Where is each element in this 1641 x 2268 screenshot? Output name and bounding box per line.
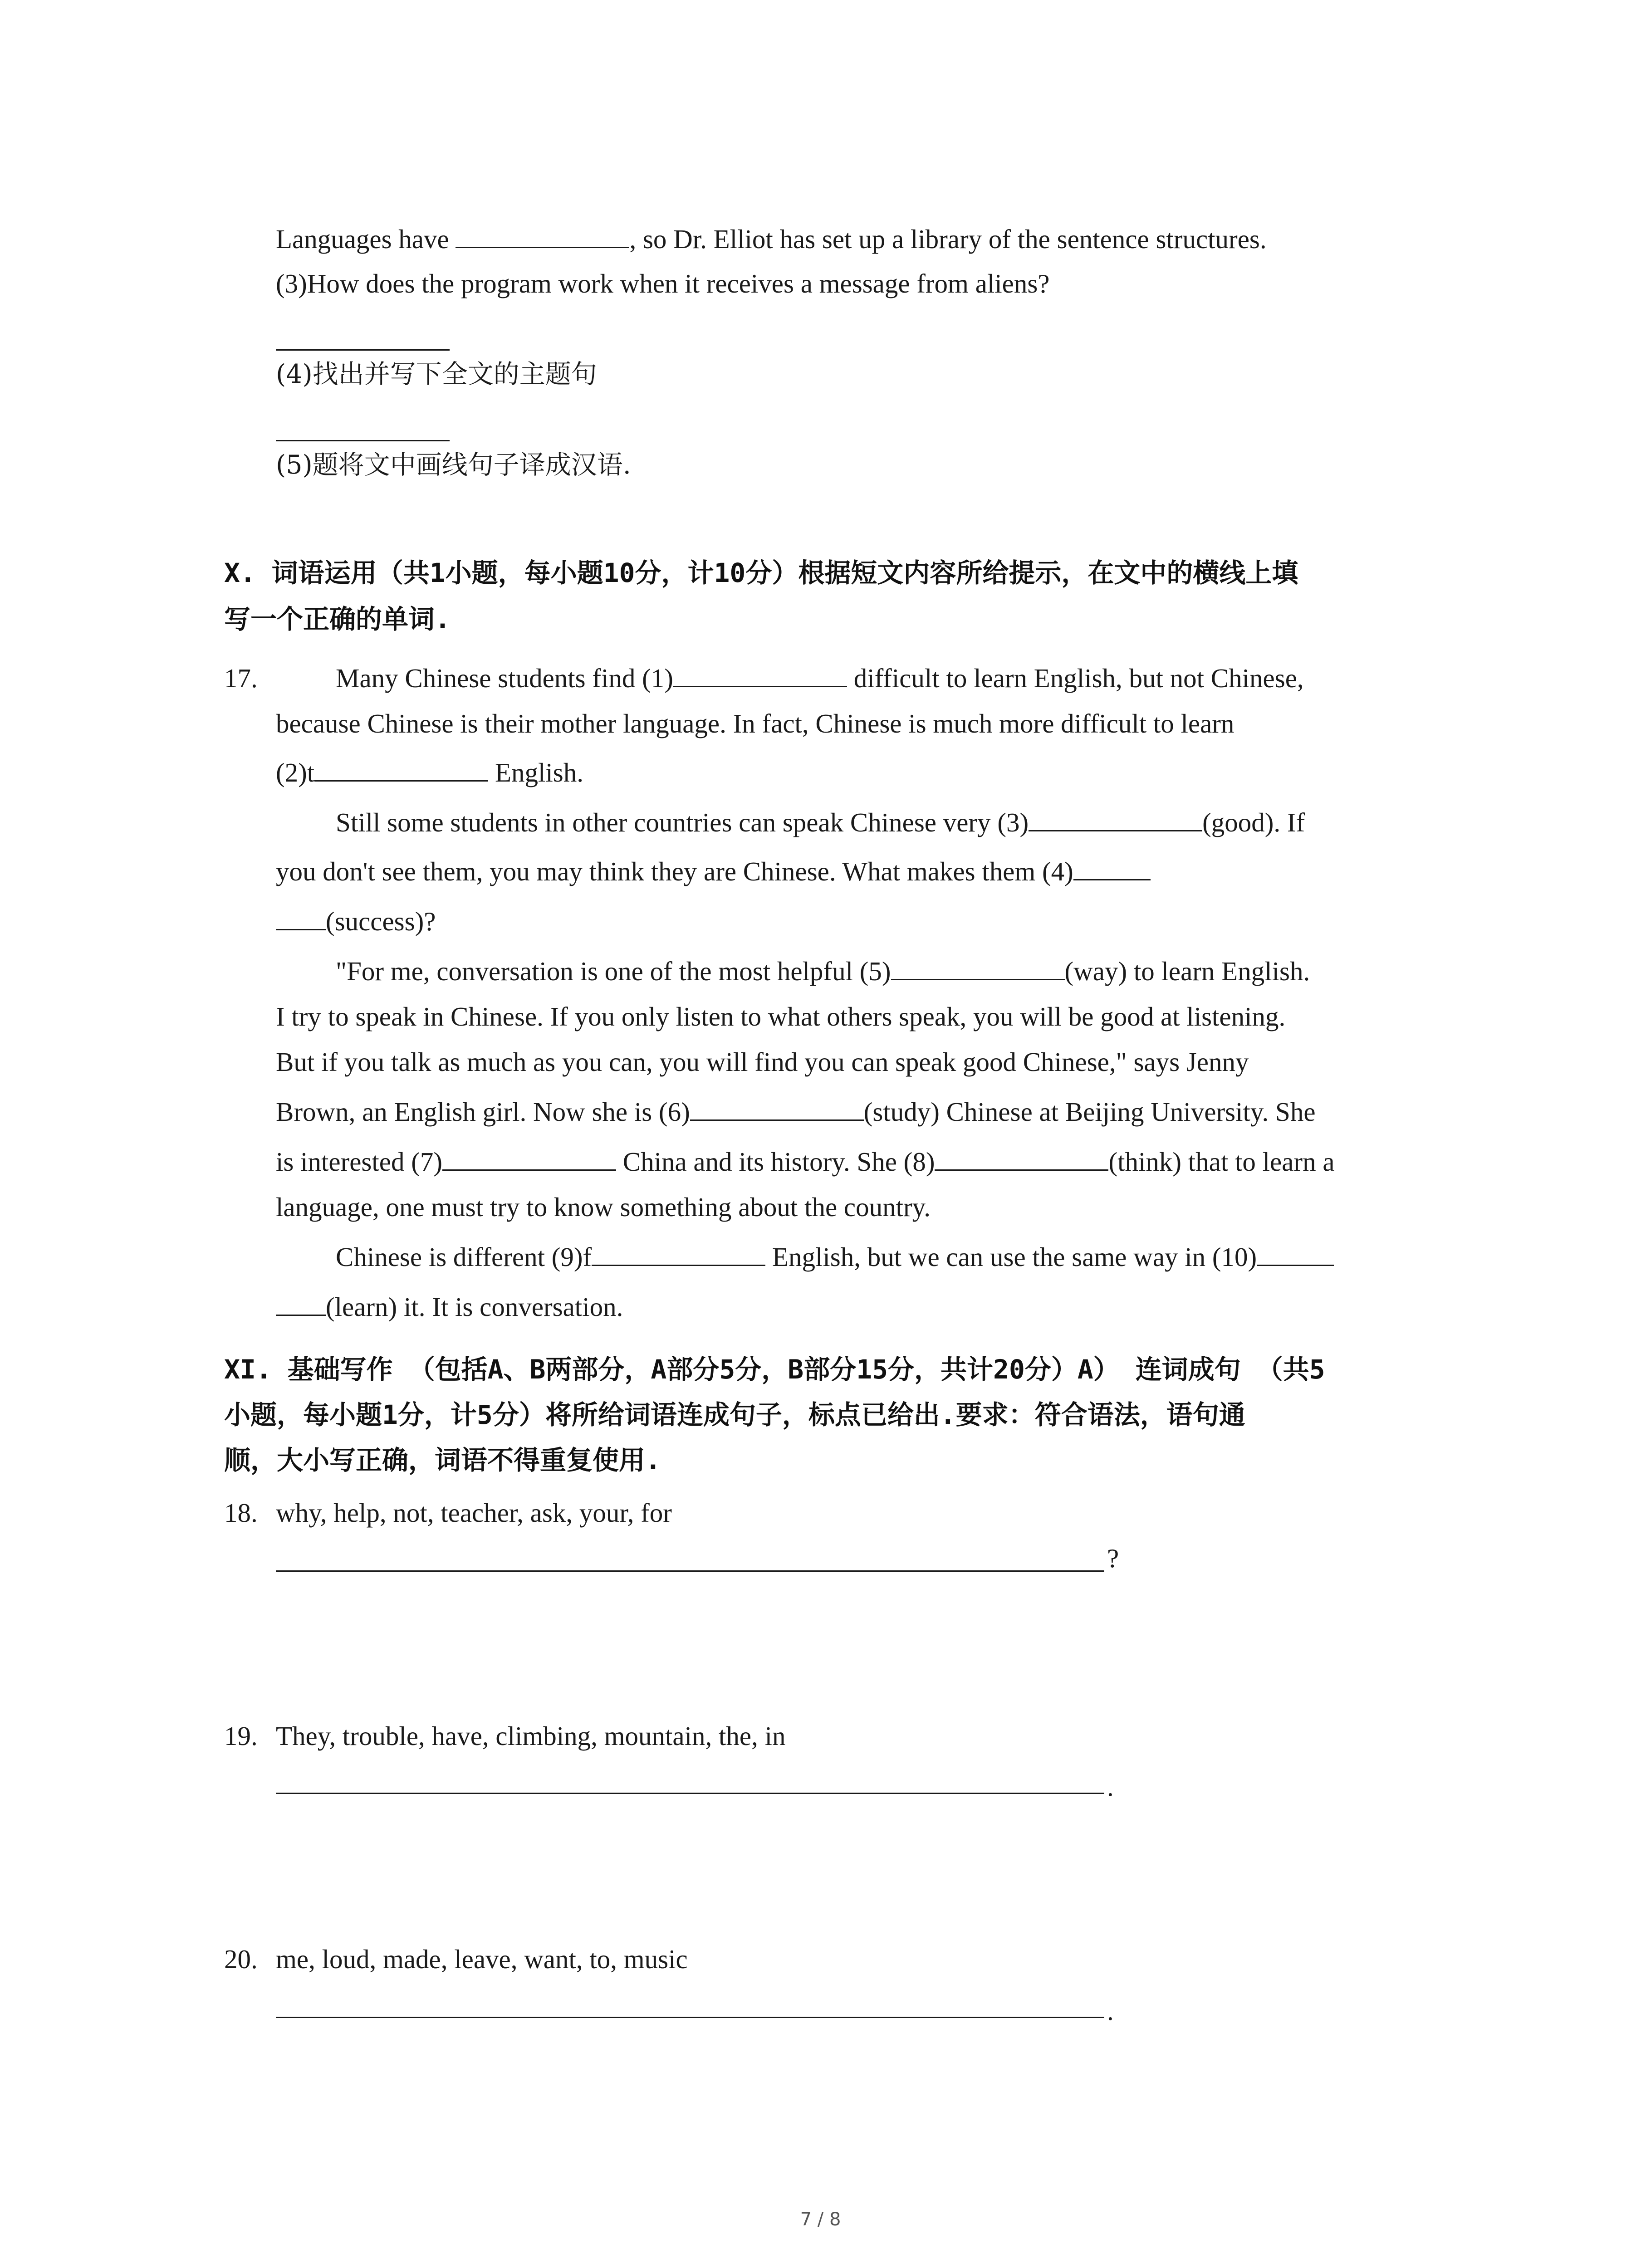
section-10-heading-cont: 写一个正确的单词.	[224, 604, 451, 635]
blank-6[interactable]	[690, 1096, 864, 1121]
question-5: (5)题将文中画线句子译成汉语.	[276, 450, 631, 480]
passage-line: you don't see them, you may think they are Chinese. What makes them (4)	[276, 855, 1151, 887]
passage-line: I try to speak in Chinese. If you only listen to what others speak, you will be good at listening.	[276, 1002, 1286, 1031]
blank-2[interactable]	[314, 757, 488, 782]
question-20-words: me, loud, made, leave, want, to, music	[276, 1944, 688, 1974]
end-punctuation: .	[1107, 1996, 1114, 2026]
passage-line: Still some students in other countries can speak Chinese very (3) (good). If	[336, 807, 1305, 837]
passage-line: But if you talk as much as you can, you will find you can speak good Chinese," says Jenny	[276, 1047, 1249, 1077]
blank-3[interactable]	[1029, 807, 1202, 831]
question-19-number: 19.	[224, 1721, 258, 1751]
answer-line-3[interactable]	[276, 349, 450, 351]
blank-1[interactable]	[673, 662, 847, 687]
blank-4[interactable]	[1073, 855, 1151, 880]
question-19-words: They, trouble, have, climbing, mountain, the, in	[276, 1721, 786, 1751]
question-4: (4)找出并写下全文的主题句	[276, 359, 597, 389]
question-18-words: why, help, not, teacher, ask, your, for	[276, 1498, 672, 1528]
passage-line: because Chinese is their mother language. In fact, Chinese is much more difficult to learn	[276, 709, 1234, 738]
passage-line: language, one must try to know something about the country.	[276, 1192, 931, 1222]
answer-line-4[interactable]	[276, 440, 450, 441]
question-18-number: 18.	[224, 1498, 258, 1528]
passage-line: Brown, an English girl. Now she is (6) (study) Chinese at Beijing University. She	[276, 1097, 1316, 1127]
blank-9[interactable]	[592, 1241, 765, 1266]
section-10-heading: X. 词语运用（共1小题，每小题10分，计10分）根据短文内容所给提示，在文中的横线上填	[224, 557, 1298, 588]
answer-line-19[interactable]	[276, 1793, 1104, 1794]
blank-5[interactable]	[891, 955, 1065, 980]
passage-line: "For me, conversation is one of the most helpful (5) (way) to learn English.	[336, 956, 1310, 986]
end-punctuation: .	[1107, 1772, 1114, 1802]
answer-line-2: Languages have , so Dr. Elliot has set up a library of the sentence structures.	[276, 224, 1267, 254]
blank-10-cont[interactable]	[276, 1291, 326, 1316]
section-11-heading-cont: 顺，大小写正确，词语不得重复使用.	[224, 1445, 661, 1476]
question-20-number: 20.	[224, 1944, 258, 1974]
answer-blank[interactable]	[456, 223, 629, 248]
blank-10[interactable]	[1257, 1241, 1334, 1266]
question-17-number: 17.	[224, 663, 258, 693]
page-number: 7 / 8	[800, 2209, 841, 2230]
passage-line: (2)t English.	[276, 758, 583, 787]
answer-line-20[interactable]	[276, 2017, 1104, 2018]
passage-line: Many Chinese students find (1) difficult to learn English, but not Chinese,	[336, 663, 1304, 693]
passage-line: is interested (7) China and its history. She (8) (think) that to learn a	[276, 1147, 1335, 1177]
end-punctuation: ?	[1107, 1543, 1119, 1573]
passage-line: Chinese is different (9)f English, but we can use the same way in (10)	[336, 1241, 1334, 1273]
blank-8[interactable]	[935, 1146, 1108, 1171]
section-11-heading: XI. 基础写作 （包括A、B两部分，A部分5分，B部分15分，共计20分）A） 连词成句 （共5	[224, 1354, 1325, 1385]
blank-7[interactable]	[442, 1146, 616, 1171]
passage-line: (learn) it. It is conversation.	[276, 1291, 623, 1323]
blank-4-cont[interactable]	[276, 905, 326, 930]
answer-line-18[interactable]	[276, 1570, 1104, 1572]
section-11-heading-cont: 小题，每小题1分，计5分）将所给词语连成句子，标点已给出.要求：符合语法，语句通	[224, 1399, 1245, 1430]
question-3: (3)How does the program work when it receives a message from aliens?	[276, 269, 1050, 298]
passage-line: (success)?	[276, 905, 436, 937]
